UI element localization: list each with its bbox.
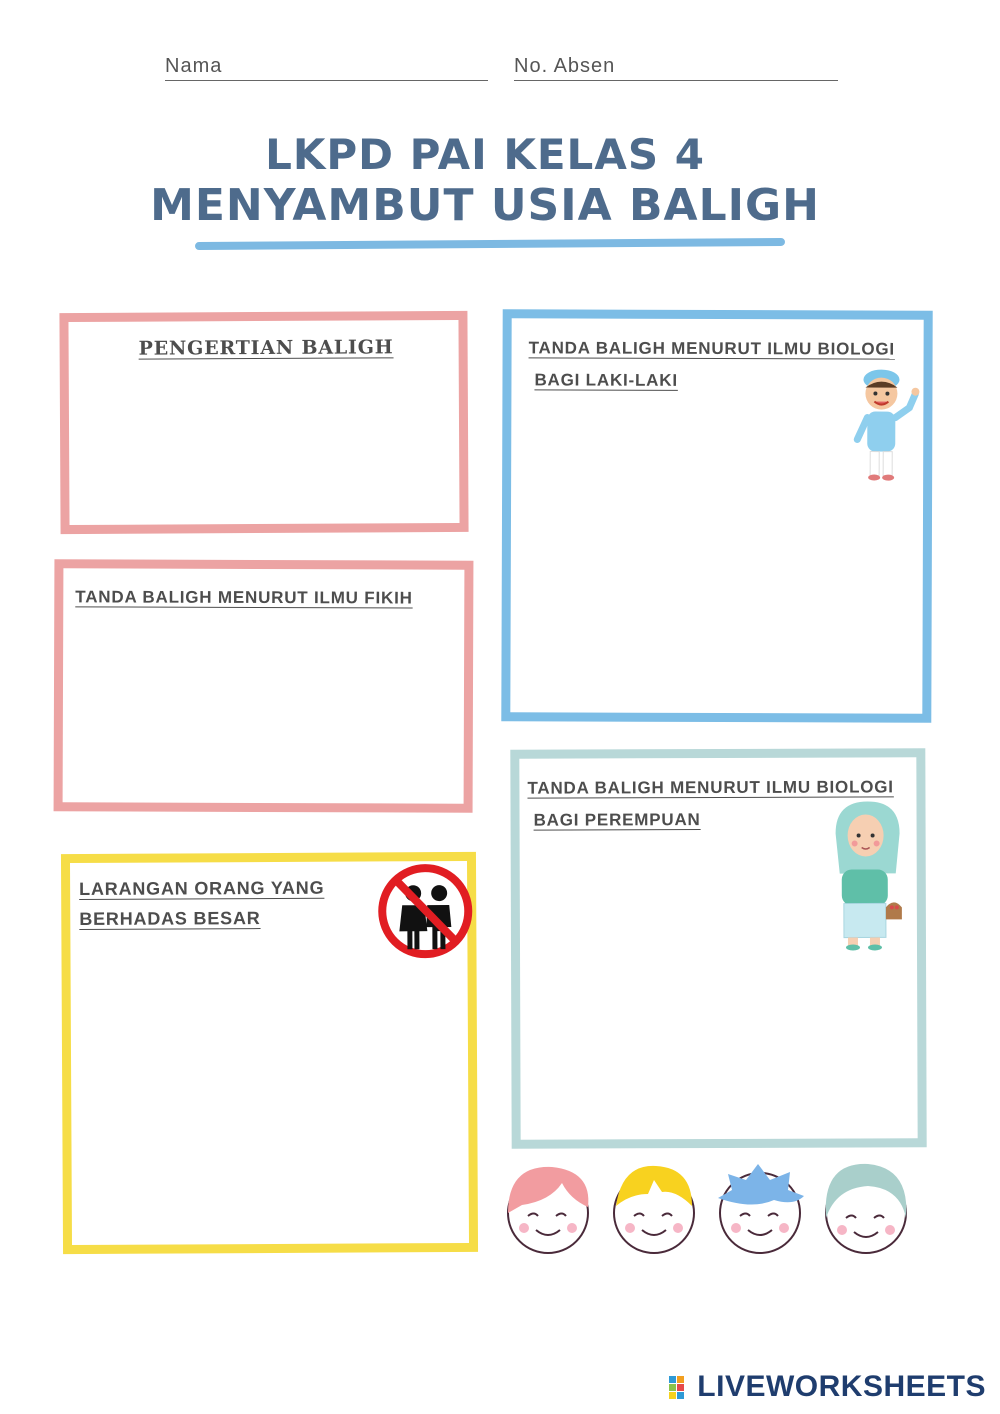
larangan-heading-2: BERHADAS BESAR [79, 908, 261, 929]
title-line-1: LKPD PAI KELAS 4 [265, 130, 705, 179]
absen-line[interactable] [514, 80, 838, 81]
title-underline [195, 238, 785, 250]
girl-hijab-illustration-icon [825, 799, 910, 951]
boy-illustration-icon [847, 365, 927, 485]
nama-line[interactable] [165, 80, 488, 81]
fikih-box[interactable] [54, 559, 474, 812]
biologi-laki-heading-2: BAGI LAKI-LAKI [534, 370, 678, 390]
nama-label: Nama [165, 55, 223, 77]
biologi-perempuan-box[interactable] [510, 748, 926, 1148]
liveworksheets-brand: LIVEWORKSHEETS [697, 1370, 986, 1403]
biologi-laki-box[interactable] [501, 309, 932, 722]
liveworksheets-logo [669, 1370, 986, 1404]
pengertian-box[interactable] [59, 311, 468, 534]
liveworksheets-logo-icon [669, 1376, 693, 1400]
larangan-heading-1: LARANGAN ORANG YANG [79, 877, 325, 899]
fikih-heading: TANDA BALIGH MENURUT ILMU FIKIH [75, 587, 413, 608]
smiling-faces-icon [498, 1158, 922, 1258]
title-line-2: MENYAMBUT USIA BALIGH [150, 180, 820, 231]
no-children-sign-icon [375, 861, 476, 962]
biologi-laki-heading-1: TANDA BALIGH MENURUT ILMU BIOLOGI [528, 338, 895, 359]
pengertian-heading: PENGERTIAN BALIGH [138, 336, 394, 360]
absen-label: No. Absen [514, 55, 616, 77]
biologi-perempuan-heading-1: TANDA BALIGH MENURUT ILMU BIOLOGI [527, 777, 894, 798]
biologi-perempuan-heading-2: BAGI PEREMPUAN [533, 810, 701, 830]
larangan-box[interactable] [61, 852, 478, 1254]
